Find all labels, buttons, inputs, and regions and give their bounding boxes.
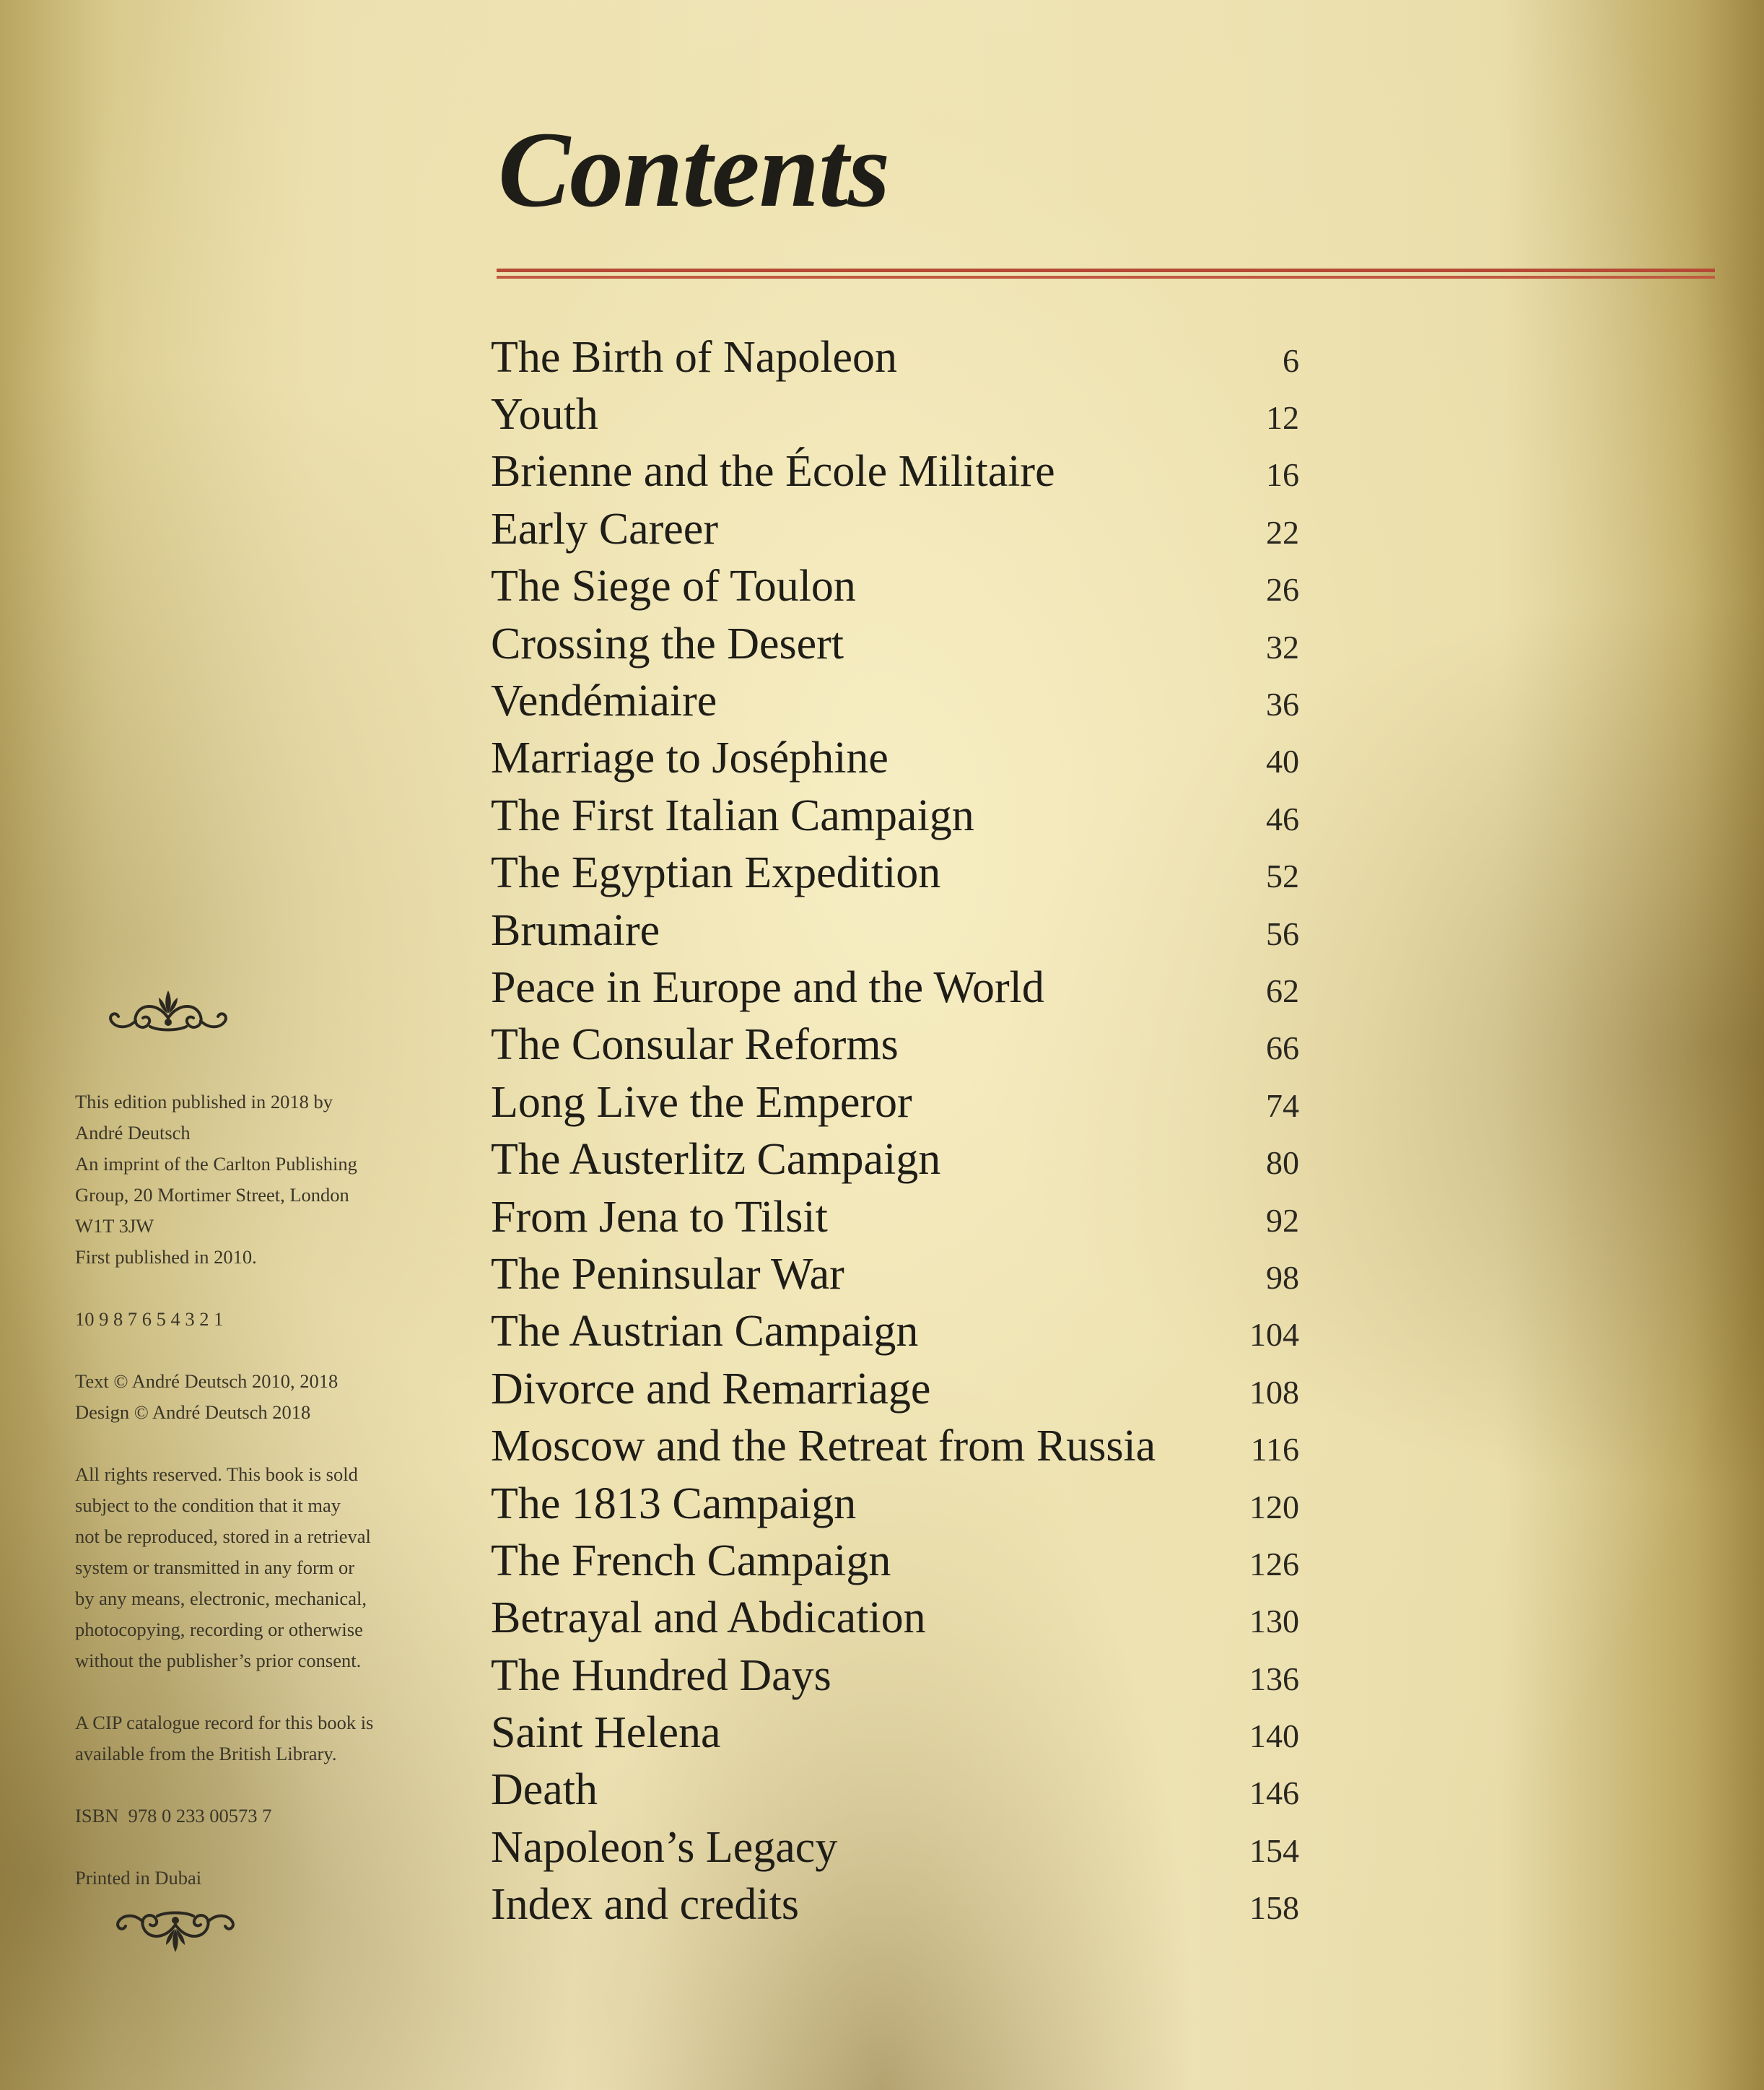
- toc-entry[interactable]: [491, 1074, 1299, 1131]
- toc-entry[interactable]: [491, 1704, 1299, 1761]
- colophon-line: available from the British Library.: [75, 1743, 337, 1764]
- colophon-cip: [75, 1707, 407, 1769]
- toc-entry-page: 56: [1266, 915, 1299, 952]
- colophon-line: All rights reserved. This book is sold: [75, 1463, 358, 1485]
- toc-entry-page: 36: [1266, 686, 1299, 723]
- colophon-isbn: ISBN 978 0 233 00573 7: [75, 1805, 272, 1826]
- colophon-line: Group, 20 Mortimer Street, London: [75, 1184, 349, 1206]
- toc-entry[interactable]: [491, 730, 1299, 787]
- toc-entry-page: 40: [1266, 743, 1299, 780]
- toc-entry-title: Brumaire: [491, 905, 660, 955]
- toc-entry-title: Divorce and Remarriage: [491, 1364, 931, 1414]
- toc-entry[interactable]: [491, 1360, 1299, 1417]
- toc-entry-page: 62: [1266, 972, 1299, 1009]
- toc-entry-page: 146: [1249, 1775, 1299, 1812]
- toc-entry[interactable]: [491, 443, 1299, 500]
- toc-entry-title: The Austerlitz Campaign: [491, 1135, 941, 1185]
- toc-entry[interactable]: [491, 1303, 1299, 1360]
- toc-entry[interactable]: [491, 959, 1299, 1016]
- toc-entry-title: Betrayal and Abdication: [491, 1593, 926, 1643]
- colophon-line: by any means, electronic, mechanical,: [75, 1588, 367, 1609]
- toc-entry[interactable]: [491, 1762, 1299, 1819]
- flourish-ornament-icon: [107, 988, 230, 1045]
- toc-entry[interactable]: [491, 845, 1299, 902]
- toc-entry[interactable]: [491, 1475, 1299, 1532]
- toc-entry[interactable]: [491, 386, 1299, 443]
- flourish-ornament-icon: [114, 1897, 237, 1955]
- toc-entry-title: Saint Helena: [491, 1708, 721, 1758]
- toc-entry-page: 66: [1266, 1029, 1299, 1067]
- toc-entry-title: Marriage to Joséphine: [491, 733, 888, 783]
- colophon-line: A CIP catalogue record for this book is: [75, 1712, 374, 1733]
- colophon-line: system or transmitted in any form or: [75, 1556, 355, 1578]
- colophon-line: Design © André Deutsch 2018: [75, 1401, 311, 1423]
- toc-entry-page: 32: [1266, 628, 1299, 666]
- toc-entry[interactable]: [491, 1876, 1299, 1933]
- toc-entry[interactable]: [491, 1016, 1299, 1074]
- title-rule-lower-line: [497, 276, 1715, 279]
- colophon-line: First published in 2010.: [75, 1246, 257, 1268]
- toc-entry-title: The Birth of Napoleon: [491, 332, 898, 382]
- toc-entry-page: 136: [1249, 1660, 1299, 1697]
- toc-entry-title: From Jena to Tilsit: [491, 1192, 828, 1242]
- toc-entry-title: Brienne and the École Militaire: [491, 447, 1055, 497]
- toc-entry-title: Death: [491, 1765, 598, 1815]
- colophon-line: without the publisher’s prior consent.: [75, 1650, 362, 1671]
- toc-entry[interactable]: [491, 787, 1299, 844]
- toc-entry-title: Youth: [491, 390, 598, 440]
- toc-entry[interactable]: [491, 558, 1299, 615]
- toc-entry-page: 16: [1266, 456, 1299, 494]
- toc-entry-page: 126: [1249, 1545, 1299, 1582]
- colophon-line: subject to the condition that it may: [75, 1494, 341, 1516]
- toc-entry-title: Early Career: [491, 504, 718, 554]
- colophon-line: Text © André Deutsch 2010, 2018: [75, 1370, 339, 1392]
- toc-entry-page: 98: [1266, 1258, 1299, 1296]
- toc-entry-page: 46: [1266, 800, 1299, 837]
- toc-entry[interactable]: [491, 500, 1299, 557]
- toc-entry-title: Napoleon’s Legacy: [491, 1822, 838, 1872]
- colophon-printed: Printed in Dubai: [75, 1867, 202, 1889]
- toc-entry-title: The Peninsular War: [491, 1249, 844, 1299]
- colophon-line: This edition published in 2018 by: [75, 1091, 333, 1113]
- toc-entry-page: 140: [1249, 1717, 1299, 1755]
- colophon-line: W1T 3JW: [75, 1215, 154, 1237]
- toc-entry-page: 92: [1266, 1201, 1299, 1239]
- toc-entry[interactable]: [491, 1417, 1299, 1474]
- colophon-line: not be reproduced, stored in a retrieval: [75, 1525, 371, 1547]
- colophon-line: An imprint of the Carlton Publishing: [75, 1153, 357, 1175]
- toc-entry-title: The Hundred Days: [491, 1650, 831, 1700]
- toc-entry-title: The French Campaign: [491, 1536, 891, 1585]
- toc-entry[interactable]: [491, 1131, 1299, 1188]
- toc-entry[interactable]: [491, 1245, 1299, 1302]
- toc-entry-page: 74: [1266, 1087, 1299, 1124]
- toc-entry-title: The 1813 Campaign: [491, 1479, 857, 1528]
- toc-entry-page: 22: [1266, 513, 1299, 551]
- page-title: Contents: [498, 110, 890, 230]
- title-rule: [497, 269, 1715, 282]
- toc-entry[interactable]: [491, 1532, 1299, 1589]
- colophon-rights: [75, 1459, 407, 1676]
- toc-entry-page: 26: [1266, 571, 1299, 609]
- toc-entry[interactable]: [491, 615, 1299, 672]
- colophon-copyright: [75, 1366, 407, 1428]
- toc-entry[interactable]: [491, 1819, 1299, 1876]
- toc-entry-title: Vendémiaire: [491, 676, 717, 726]
- colophon-line: André Deutsch: [75, 1122, 191, 1144]
- toc-entry[interactable]: [491, 328, 1299, 386]
- toc-entry[interactable]: [491, 672, 1299, 729]
- toc-entry-title: Peace in Europe and the World: [491, 962, 1044, 1012]
- toc-entry-page: 12: [1266, 399, 1299, 437]
- toc-entry-title: The Austrian Campaign: [491, 1307, 919, 1357]
- toc-entry[interactable]: [491, 1590, 1299, 1647]
- toc-entry-page: 158: [1249, 1889, 1299, 1927]
- toc-entry[interactable]: [491, 902, 1299, 959]
- colophon-print-line: 10 9 8 7 6 5 4 3 2 1: [75, 1308, 224, 1330]
- toc-entry-title: The Consular Reforms: [491, 1020, 899, 1070]
- toc-entry-page: 116: [1250, 1431, 1299, 1468]
- toc-entry-title: Index and credits: [491, 1880, 799, 1930]
- toc-entry-title: The Egyptian Expedition: [491, 848, 941, 898]
- toc-entry-title: Long Live the Emperor: [491, 1077, 912, 1127]
- toc-entry-title: The First Italian Campaign: [491, 791, 974, 840]
- toc-entry-page: 154: [1249, 1832, 1299, 1869]
- toc-entry-title: The Siege of Toulon: [491, 562, 856, 611]
- toc-entry-page: 108: [1249, 1373, 1299, 1411]
- toc-entry[interactable]: [491, 1188, 1299, 1245]
- toc-entry-page: 120: [1249, 1488, 1299, 1525]
- toc-entry-page: 80: [1266, 1144, 1299, 1182]
- toc-entry-title: Moscow and the Retreat from Russia: [491, 1421, 1156, 1471]
- title-rule-upper-line: [497, 269, 1715, 272]
- colophon: [75, 1087, 407, 1925]
- colophon-publisher: [75, 1087, 407, 1273]
- toc-entry-page: 104: [1249, 1316, 1299, 1354]
- toc-entry-page: 6: [1283, 341, 1299, 379]
- toc-entry-title: Crossing the Desert: [491, 619, 844, 669]
- toc-entry[interactable]: [491, 1647, 1299, 1704]
- table-of-contents: [491, 328, 1299, 1933]
- toc-entry-page: 52: [1266, 858, 1299, 895]
- toc-entry-page: 130: [1249, 1603, 1299, 1640]
- colophon-line: photocopying, recording or otherwise: [75, 1619, 363, 1640]
